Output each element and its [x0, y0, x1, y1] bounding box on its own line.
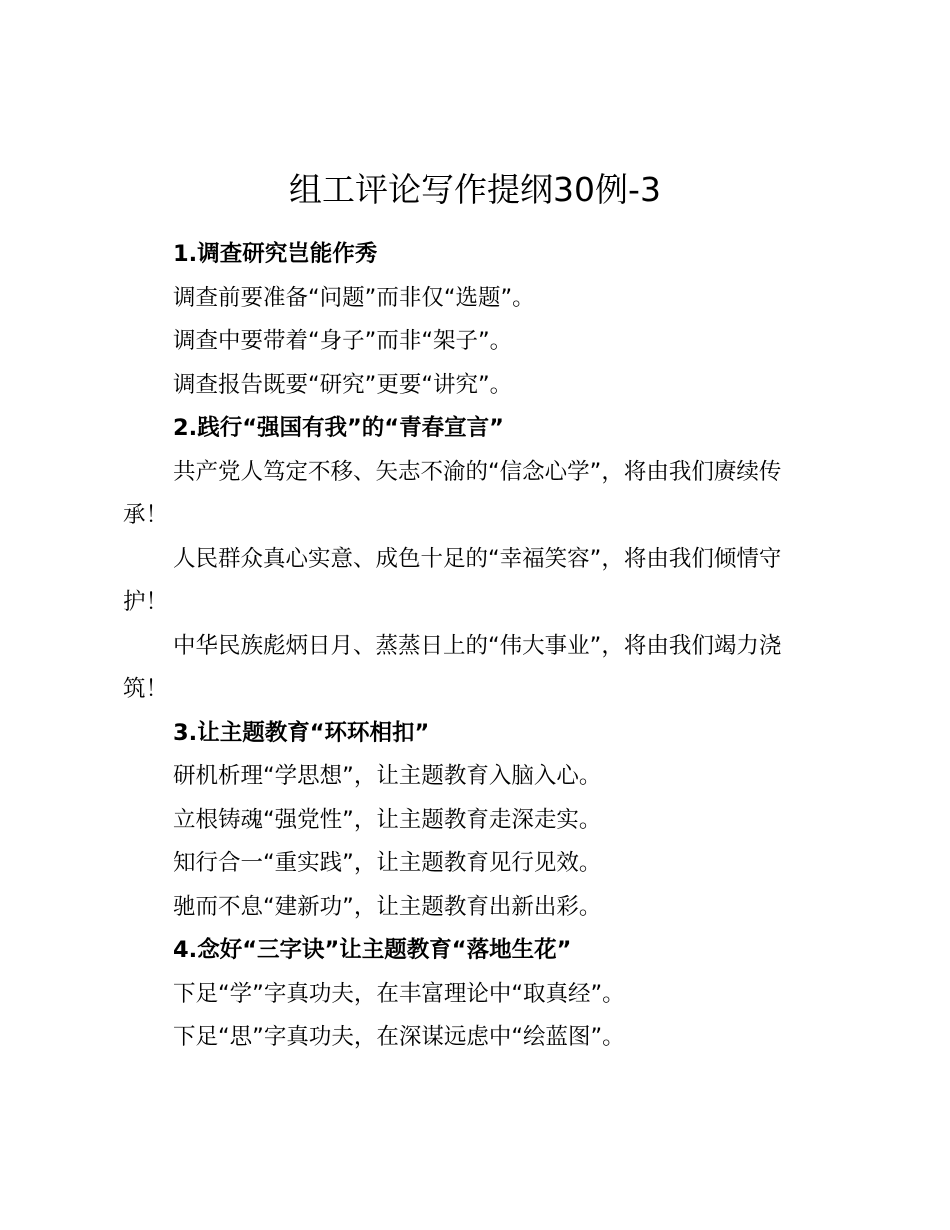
- body-paragraph: 驰而不息“建新功”，让主题教育出新出彩。: [173, 893, 602, 920]
- section-heading: 2.践行“强国有我”的“青春宣言”: [173, 415, 504, 441]
- body-paragraph: 调查报告既要“研究”更要“讲究”。: [173, 371, 513, 398]
- section-heading: 3.让主题教育“环环相扣”: [173, 719, 430, 746]
- body-paragraph: 共产党人笃定不移、矢志不渝的“信念心学”，将由我们赓续传承！: [123, 458, 782, 528]
- section-heading: 4.念好“三字诀”让主题教育“落地生花”: [173, 937, 572, 963]
- body-paragraph: 下足“思”字真功夫，在深谋远虑中“绘蓝图”。: [173, 1024, 625, 1050]
- section-heading: 1.调查研究岂能作秀: [173, 241, 378, 267]
- body-paragraph: 知行合一“重实践”，让主题教育见行见效。: [173, 850, 602, 876]
- body-paragraph: 立根铸魂“强党性”，让主题教育走深走实。: [173, 806, 602, 833]
- body-paragraph: 研机析理“学思想”，让主题教育入脑入心。: [173, 763, 602, 789]
- body-paragraph: 中华民族彪炳日月、蒸蒸日上的“伟大事业”，将由我们竭力浇筑！: [123, 632, 782, 702]
- document-body: [123, 233, 823, 1060]
- body-paragraph: 调查前要准备“问题”而非仅“选题”。: [173, 284, 535, 311]
- body-paragraph: 下足“学”字真功夫，在丰富理论中“取真经”。: [173, 980, 625, 1007]
- body-paragraph: 调查中要带着“身子”而非“架子”。: [173, 328, 513, 354]
- document-title: 组工评论写作提纲30例-3: [289, 170, 661, 209]
- body-paragraph: 人民群众真心实意、成色十足的“幸福笑容”，将由我们倾情守护！: [123, 545, 782, 615]
